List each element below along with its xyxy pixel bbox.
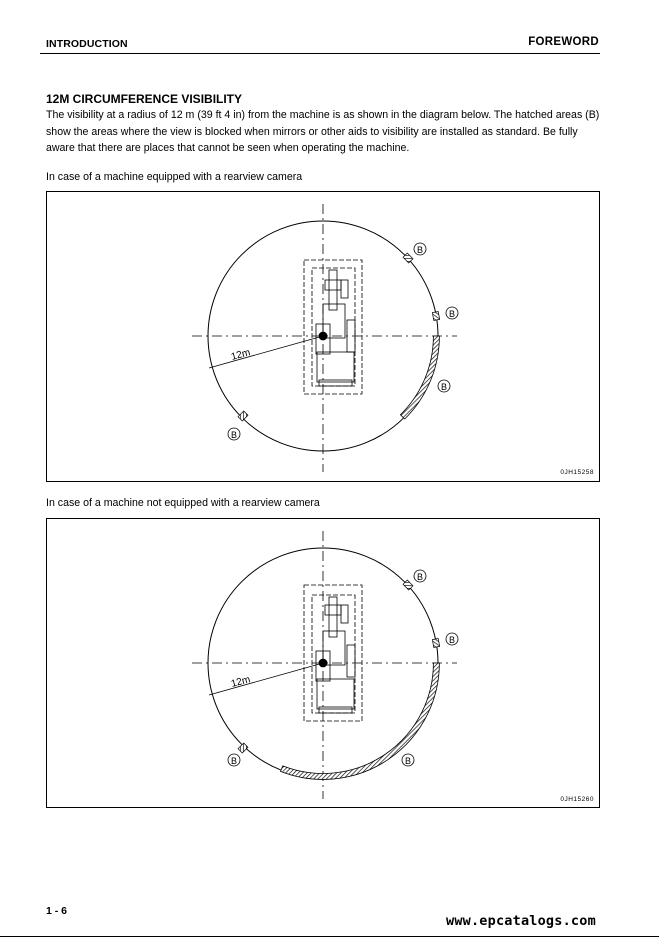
header-divider (40, 53, 600, 54)
svg-text:B: B (230, 430, 238, 440)
blocked-area-marker (432, 639, 439, 648)
visibility-diagram-2 (47, 519, 599, 807)
marker-b (228, 428, 240, 440)
marker-b (438, 380, 450, 392)
figure-2-caption: In case of a machine not equipped with a rearview camera (46, 497, 320, 509)
section-title: 12M CIRCUMFERENCE VISIBILITY (46, 92, 243, 106)
blocked-area-marker (238, 411, 248, 421)
radius-line (209, 663, 323, 695)
svg-text:B: B (416, 572, 424, 582)
figure-1-caption: In case of a machine equipped with a rearview camera (46, 171, 303, 183)
machine-top-view (304, 260, 362, 394)
svg-text:B: B (440, 382, 448, 392)
svg-text:B: B (404, 756, 412, 766)
marker-b (446, 633, 458, 645)
marker-b (446, 307, 458, 319)
figure-1-frame (46, 191, 600, 482)
section-body: The visibility at a radius of 12 m (39 ft 4 in) from the machine is as shown in the diagram below. The hatched areas (B) show the areas where the view is blocked when mirrors or other aids to visibility are installed as standard. Be fully aware that there are places that cannot be seen when operating the machine. (46, 109, 600, 154)
figure-code: 0JH15258 (560, 469, 594, 476)
visibility-diagram-1 (47, 192, 599, 481)
radius-label: 12m (229, 674, 252, 690)
machine-top-view (304, 585, 362, 721)
svg-text:B: B (230, 756, 238, 766)
svg-text:B: B (448, 635, 456, 645)
marker-b (402, 754, 414, 766)
watermark-url: www.epcatalogs.com (446, 913, 596, 929)
blocked-area-marker (432, 312, 439, 321)
figure-code: 0JH15260 (560, 796, 594, 803)
radius-label: 12m (229, 347, 252, 363)
page-number: 1 - 6 (46, 905, 68, 917)
marker-b (414, 243, 426, 255)
blocked-area-arc (400, 336, 439, 419)
svg-text:B: B (448, 309, 456, 319)
blocked-area-marker (238, 743, 248, 753)
marker-b (414, 570, 426, 582)
figure-2-frame (46, 518, 600, 808)
marker-b (228, 754, 240, 766)
svg-text:B: B (416, 245, 424, 255)
radius-line (209, 336, 323, 368)
header-chapter-label: FOREWORD (528, 36, 599, 48)
footer-divider (0, 936, 659, 937)
header-section-label: INTRODUCTION (46, 38, 128, 50)
